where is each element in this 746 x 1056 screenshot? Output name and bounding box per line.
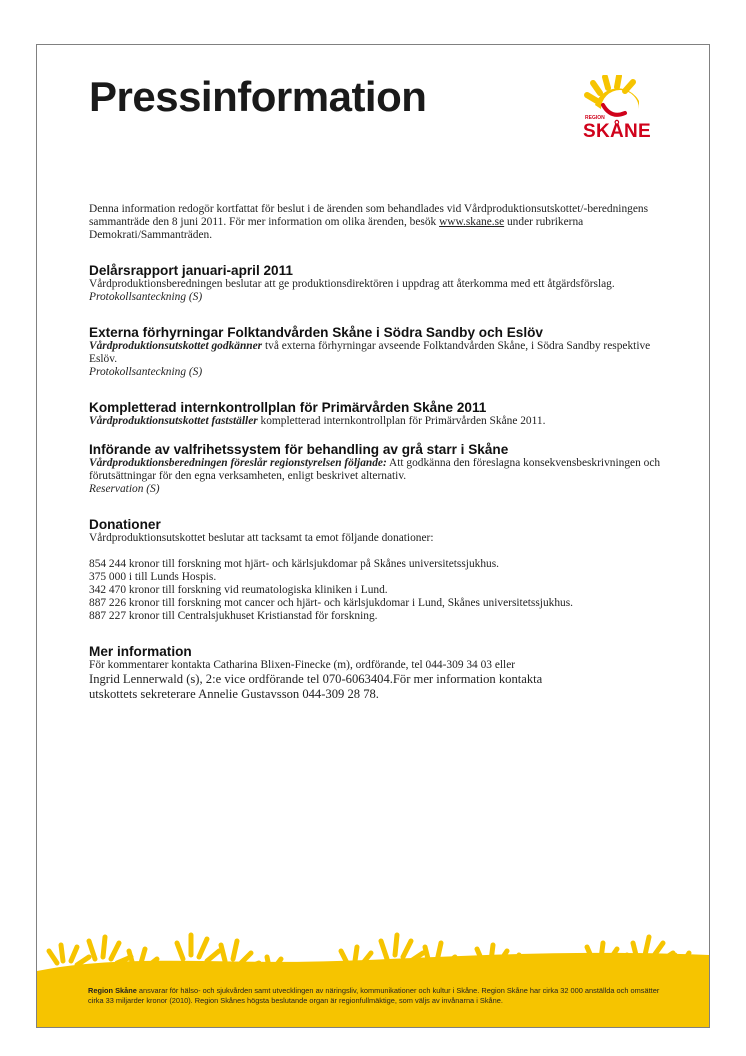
section-delarsrapport [89,263,679,304]
contact-line: Ingrid Lennerwald (s), 2:e vice ordförande tel 070-6063404.För mer information kontakta [89,672,543,686]
press-release-page [36,44,710,1028]
section-body: Vårdproduktionsutskottet godkänner två externa förhyrningar avseende Folktandvården Skåne, i Södra Sandby respektive Eslöv. [89,340,651,365]
section-donationer [89,517,679,623]
region-skane-logo [581,75,665,151]
donation-item: 887 226 kronor till forskning mot cancer och hjärt- och kärlsjukdomar i Lund, Skånes universitetssjukhus. [89,597,574,609]
section-body: Vårdproduktionsberedningen beslutar att ge produktionsdirektören i uppdrag att återkomma med ett åtgärdsförslag. [89,278,615,290]
donation-item: 854 244 kronor till forskning mot hjärt- och kärlsjukdomar på Skånes universitetssjukhus. [89,558,500,570]
section-heading: Kompletterad internkontrollplan för Primärvården Skåne 2011 [89,400,487,415]
section-heading: Delårsrapport januari-april 2011 [89,263,293,278]
logo-region-text: REGION [585,115,605,121]
section-heading: Externa förhyrningar Folktandvården Skåne i Södra Sandby och Eslöv [89,325,543,340]
skane-website-link[interactable]: www.skane.se [439,216,505,228]
section-body: Vårdproduktionsutskottet fastställer kompletterad internkontrollplan för Primärvården Skåne 2011. [89,415,546,427]
contact-line: För kommentarer kontakta Catharina Blixen-Finecke (m), ordförande, tel 044-309 34 03 eller [89,659,516,671]
section-note: Protokollsanteckning (S) [89,366,203,378]
donation-item: 342 470 kronor till forskning vid reumatologiska kliniken i Lund. [89,584,388,596]
document-body [89,203,679,702]
section-valfrihetssystem [89,442,679,496]
donation-item: 887 227 kronor till Centralsjukhuset Kristianstad för forskning. [89,610,378,622]
footer-figures-band [37,905,709,1027]
section-heading: Införande av valfrihetssystem för behandling av grå starr i Skåne [89,442,509,457]
logo-skane-text: SKÅNE [583,121,652,142]
intro-paragraph: Denna information redogör kortfattat för beslut i de ärenden som behandlades vid Vårdproduktionsutskottet/-beredningens sammanträde den 8 juni 2011. För mer information om olika ärenden, besök www.skane.se under rubrikerna Demokrati/Sammanträden. [89,203,649,241]
section-note: Reservation (S) [89,483,160,495]
section-internkontrollplan [89,400,679,428]
contact-line: utskottets sekreterare Annelie Gustavsson 044-309 28 78. [89,687,379,701]
section-body: Vårdproduktionsberedningen föreslår regionstyrelsen följande: Att godkänna den föreslagna konsekvensbeskrivningen och förutsättningar för den egna verksamheten, enligt beskrivet alternativ. [89,457,661,482]
donation-item: 375 000 i till Lunds Hospis. [89,571,217,583]
section-heading: Donationer [89,517,161,532]
section-externa-forhyrningar [89,325,679,379]
section-mer-information [89,644,679,702]
footer-text: Region Skåne ansvarar för hälso- och sjukvården samt utvecklingen av näringsliv, kommunikationer och kultur i Skåne. Region Skåne har cirka 32 000 anställda och omsätter cirka 33 miljarder kronor (2010). Region Skånes högsta beslutande organ är regionfullmäktige, som väljs av invånarna i Skåne. [88,986,660,1006]
page-title: Pressinformation [89,73,427,120]
donations-intro: Vårdproduktionsutskottet beslutar att tacksamt ta emot följande donationer: [89,532,434,544]
section-note: Protokollsanteckning (S) [89,291,203,303]
section-heading: Mer information [89,644,192,659]
